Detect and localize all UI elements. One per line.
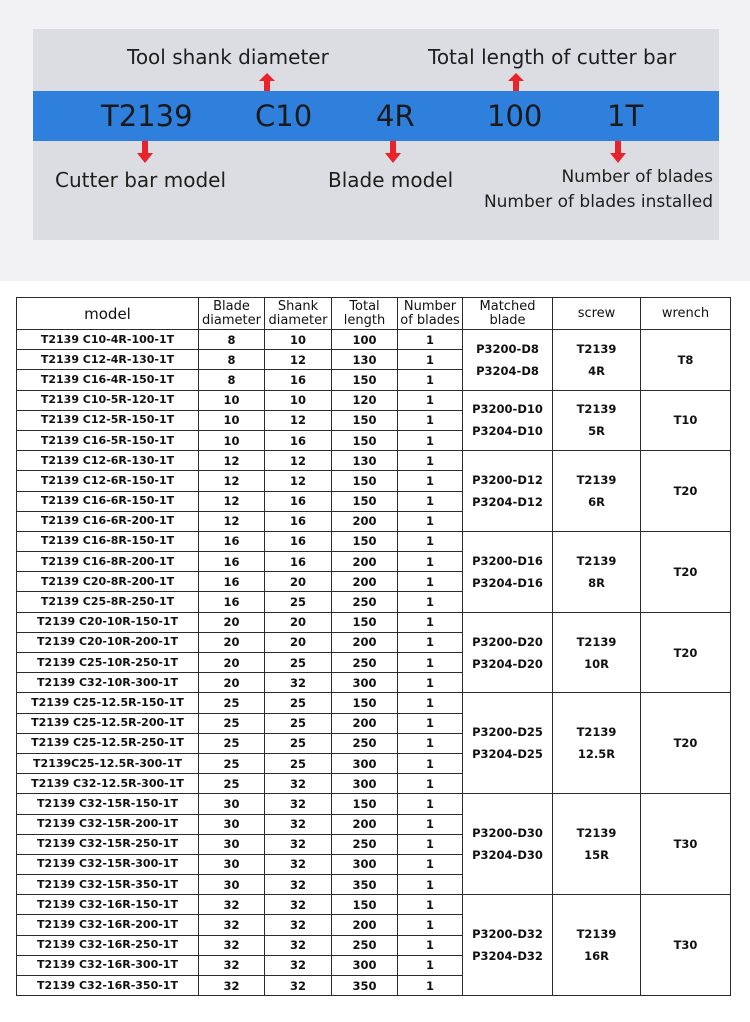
cell-model: T2139 C32-16R-300-1T [17,955,199,975]
cell-blade-diameter: 32 [199,976,265,996]
cell-shank-diameter: 32 [265,915,332,935]
cell-shank-diameter: 32 [265,955,332,975]
cell-blade-diameter: 32 [199,955,265,975]
cell-total-length: 130 [332,350,398,370]
cell-number-of-blades: 1 [398,976,463,996]
cell-number-of-blades: 1 [398,491,463,511]
cell-blade-diameter: 20 [199,673,265,693]
table-row [17,390,731,410]
cell-number-of-blades: 1 [398,895,463,915]
cell-model: T2139 C12-5R-150-1T [17,410,199,430]
cell-blade-diameter: 8 [199,350,265,370]
cell-matched-blade: P3200-D30 P3204-D30 [463,794,553,895]
cell-model: T2139 C16-8R-200-1T [17,552,199,572]
cell-number-of-blades: 1 [398,955,463,975]
cell-total-length: 100 [332,330,398,350]
up-arrow-icon [507,73,525,93]
cell-blade-diameter: 25 [199,693,265,713]
cell-wrench: T30 [641,794,731,895]
table-header-row [17,298,731,330]
cell-blade-diameter: 25 [199,774,265,794]
cell-total-length: 250 [332,653,398,673]
header-screw: screw [553,298,641,330]
code-length: 100 [487,99,543,133]
cell-model: T2139 C12-6R-150-1T [17,471,199,491]
label-total-length: Total length of cutter bar [428,45,677,69]
cell-shank-diameter: 25 [265,653,332,673]
cell-blade-diameter: 25 [199,713,265,733]
cell-model: T2139 C25-12.5R-200-1T [17,713,199,733]
label-cutter-bar-model: Cutter bar model [55,168,227,192]
cell-blade-diameter: 10 [199,430,265,450]
cell-total-length: 250 [332,834,398,854]
cell-shank-diameter: 12 [265,410,332,430]
cell-shank-diameter: 12 [265,451,332,471]
cell-screw: T2139 4R [553,330,641,391]
cell-total-length: 300 [332,774,398,794]
header-matched-blade: Matched blade [463,298,553,330]
cell-total-length: 200 [332,632,398,652]
cell-shank-diameter: 20 [265,612,332,632]
cell-number-of-blades: 1 [398,511,463,531]
cell-blade-diameter: 32 [199,915,265,935]
cell-total-length: 120 [332,390,398,410]
cell-number-of-blades: 1 [398,632,463,652]
cell-model: T2139 C12-4R-130-1T [17,350,199,370]
cell-blade-diameter: 30 [199,814,265,834]
label-number-of-blades: Number of blades [561,167,713,187]
table-row [17,451,731,471]
table-row [17,794,731,814]
cell-blade-diameter: 8 [199,370,265,390]
cell-number-of-blades: 1 [398,794,463,814]
cell-matched-blade: P3200-D12 P3204-D12 [463,451,553,532]
code-blade: 4R [376,99,415,133]
cell-number-of-blades: 1 [398,673,463,693]
naming-diagram [33,29,719,240]
cell-blade-diameter: 12 [199,471,265,491]
cell-shank-diameter: 32 [265,673,332,693]
cell-blade-diameter: 30 [199,834,265,854]
cell-model: T2139 C32-15R-350-1T [17,875,199,895]
cell-number-of-blades: 1 [398,753,463,773]
cell-total-length: 300 [332,955,398,975]
cell-shank-diameter: 16 [265,511,332,531]
cell-screw: T2139 8R [553,531,641,612]
cell-number-of-blades: 1 [398,713,463,733]
cell-matched-blade: P3200-D32 P3204-D32 [463,895,553,996]
cell-screw: T2139 16R [553,895,641,996]
cell-blade-diameter: 32 [199,935,265,955]
cell-blade-diameter: 30 [199,854,265,874]
cell-blade-diameter: 32 [199,895,265,915]
cell-wrench: T10 [641,390,731,451]
cell-blade-diameter: 8 [199,330,265,350]
down-arrow-icon [136,141,154,163]
spec-table [16,297,731,996]
table-row [17,330,731,350]
cell-blade-diameter: 30 [199,875,265,895]
cell-wrench: T20 [641,612,731,693]
cell-total-length: 250 [332,592,398,612]
cell-matched-blade: P3200-D8 P3204-D8 [463,330,553,391]
cell-total-length: 150 [332,794,398,814]
cell-model: T2139 C32-12.5R-300-1T [17,774,199,794]
cell-number-of-blades: 1 [398,814,463,834]
cell-number-of-blades: 1 [398,552,463,572]
cell-shank-diameter: 20 [265,632,332,652]
table-row [17,531,731,551]
cell-total-length: 150 [332,531,398,551]
cell-wrench: T20 [641,693,731,794]
cell-number-of-blades: 1 [398,451,463,471]
cell-total-length: 200 [332,915,398,935]
cell-shank-diameter: 25 [265,713,332,733]
cell-shank-diameter: 32 [265,834,332,854]
cell-blade-diameter: 10 [199,410,265,430]
cell-screw: T2139 12.5R [553,693,641,794]
cell-total-length: 200 [332,814,398,834]
cell-blade-diameter: 12 [199,451,265,471]
cell-total-length: 150 [332,612,398,632]
cell-blade-diameter: 20 [199,653,265,673]
cell-total-length: 200 [332,572,398,592]
cell-total-length: 150 [332,693,398,713]
cell-wrench: T8 [641,330,731,391]
cell-total-length: 150 [332,410,398,430]
cell-model: T2139 C32-16R-200-1T [17,915,199,935]
cell-blade-diameter: 16 [199,572,265,592]
cell-blade-diameter: 25 [199,753,265,773]
cell-shank-diameter: 32 [265,976,332,996]
cell-total-length: 200 [332,552,398,572]
cell-blade-diameter: 12 [199,511,265,531]
cell-model: T2139 C25-12.5R-150-1T [17,693,199,713]
cell-number-of-blades: 1 [398,531,463,551]
cell-wrench: T20 [641,451,731,532]
cell-total-length: 150 [332,471,398,491]
cell-model: T2139 C10-4R-100-1T [17,330,199,350]
cell-matched-blade: P3200-D10 P3204-D10 [463,390,553,451]
label-blade-model: Blade model [328,168,454,192]
cell-shank-diameter: 25 [265,733,332,753]
cell-number-of-blades: 1 [398,834,463,854]
cell-total-length: 150 [332,370,398,390]
cell-shank-diameter: 25 [265,693,332,713]
cell-total-length: 200 [332,713,398,733]
cell-shank-diameter: 32 [265,895,332,915]
cell-number-of-blades: 1 [398,592,463,612]
cell-screw: T2139 6R [553,451,641,532]
code-blades: 1T [607,99,644,133]
cell-shank-diameter: 32 [265,935,332,955]
cell-number-of-blades: 1 [398,774,463,794]
table-row [17,693,731,713]
cell-model: T2139 C25-8R-250-1T [17,592,199,612]
cell-blade-diameter: 10 [199,390,265,410]
cell-model: T2139 C10-5R-120-1T [17,390,199,410]
cell-shank-diameter: 12 [265,350,332,370]
table-body [17,330,731,996]
cell-blade-diameter: 20 [199,612,265,632]
cell-shank-diameter: 32 [265,854,332,874]
header-number-of-blades: Number of blades [398,298,463,330]
cell-number-of-blades: 1 [398,915,463,935]
cell-blade-diameter: 16 [199,531,265,551]
cell-model: T2139 C32-16R-150-1T [17,895,199,915]
cell-model: T2139 C32-15R-200-1T [17,814,199,834]
cell-shank-diameter: 16 [265,552,332,572]
cell-model: T2139 C12-6R-130-1T [17,451,199,471]
cell-number-of-blades: 1 [398,430,463,450]
cell-matched-blade: P3200-D16 P3204-D16 [463,531,553,612]
cell-shank-diameter: 10 [265,390,332,410]
cell-wrench: T30 [641,895,731,996]
cell-screw: T2139 15R [553,794,641,895]
label-shank-diameter: Tool shank diameter [127,45,329,69]
cell-total-length: 300 [332,753,398,773]
cell-wrench: T20 [641,531,731,612]
code-shank: C10 [255,99,313,133]
cell-total-length: 200 [332,511,398,531]
cell-number-of-blades: 1 [398,854,463,874]
cell-number-of-blades: 1 [398,572,463,592]
cell-number-of-blades: 1 [398,330,463,350]
cell-number-of-blades: 1 [398,875,463,895]
cell-total-length: 150 [332,895,398,915]
cell-shank-diameter: 16 [265,491,332,511]
cell-blade-diameter: 12 [199,491,265,511]
cell-number-of-blades: 1 [398,370,463,390]
cell-blade-diameter: 16 [199,592,265,612]
cell-model: T2139 C32-15R-250-1T [17,834,199,854]
cell-model: T2139 C32-15R-300-1T [17,854,199,874]
cell-blade-diameter: 16 [199,552,265,572]
header-shank-diameter: Shank diameter [265,298,332,330]
cell-model: T2139 C32-16R-350-1T [17,976,199,996]
cell-number-of-blades: 1 [398,390,463,410]
cell-model: T2139 C25-12.5R-250-1T [17,733,199,753]
cell-number-of-blades: 1 [398,471,463,491]
cell-number-of-blades: 1 [398,612,463,632]
cell-model: T2139 C16-4R-150-1T [17,370,199,390]
down-arrow-icon [384,141,402,163]
cell-shank-diameter: 16 [265,370,332,390]
cell-model: T2139 C32-10R-300-1T [17,673,199,693]
cell-blade-diameter: 30 [199,794,265,814]
cell-model: T2139 C20-10R-150-1T [17,612,199,632]
code-model: T2139 [101,99,193,133]
cell-screw: T2139 5R [553,390,641,451]
cell-shank-diameter: 10 [265,330,332,350]
cell-shank-diameter: 16 [265,531,332,551]
cell-matched-blade: P3200-D20 P3204-D20 [463,612,553,693]
cell-matched-blade: P3200-D25 P3204-D25 [463,693,553,794]
cell-total-length: 130 [332,451,398,471]
header-model: model [17,298,199,330]
cell-model: T2139 C20-10R-200-1T [17,632,199,652]
cell-blade-diameter: 25 [199,733,265,753]
cell-screw: T2139 10R [553,612,641,693]
header-wrench: wrench [641,298,731,330]
cell-model: T2139 C16-8R-150-1T [17,531,199,551]
up-arrow-icon [258,73,276,93]
cell-number-of-blades: 1 [398,935,463,955]
cell-total-length: 150 [332,491,398,511]
cell-shank-diameter: 16 [265,430,332,450]
cell-shank-diameter: 32 [265,774,332,794]
cell-number-of-blades: 1 [398,693,463,713]
cell-shank-diameter: 32 [265,794,332,814]
cell-total-length: 300 [332,673,398,693]
cell-model: T2139 C16-6R-200-1T [17,511,199,531]
label-blades-installed: Number of blades installed [483,192,713,212]
cell-model: T2139 C16-5R-150-1T [17,430,199,450]
cell-total-length: 250 [332,935,398,955]
cell-shank-diameter: 32 [265,814,332,834]
header-blade-diameter: Blade diameter [199,298,265,330]
cell-model: T2139C25-12.5R-300-1T [17,753,199,773]
cell-model: T2139 C32-15R-150-1T [17,794,199,814]
cell-model: T2139 C20-8R-200-1T [17,572,199,592]
table-row [17,895,731,915]
cell-shank-diameter: 25 [265,753,332,773]
cell-model: T2139 C25-10R-250-1T [17,653,199,673]
code-band [33,91,719,141]
cell-total-length: 150 [332,430,398,450]
cell-number-of-blades: 1 [398,653,463,673]
table-row [17,612,731,632]
cell-model: T2139 C32-16R-250-1T [17,935,199,955]
cell-total-length: 250 [332,733,398,753]
cell-number-of-blades: 1 [398,350,463,370]
down-arrow-icon [609,141,627,163]
cell-total-length: 300 [332,854,398,874]
cell-number-of-blades: 1 [398,733,463,753]
header-total-length: Total length [332,298,398,330]
cell-total-length: 350 [332,976,398,996]
cell-shank-diameter: 20 [265,572,332,592]
cell-number-of-blades: 1 [398,410,463,430]
cell-shank-diameter: 32 [265,875,332,895]
cell-shank-diameter: 12 [265,471,332,491]
cell-blade-diameter: 20 [199,632,265,652]
cell-total-length: 350 [332,875,398,895]
cell-shank-diameter: 25 [265,592,332,612]
cell-model: T2139 C16-6R-150-1T [17,491,199,511]
